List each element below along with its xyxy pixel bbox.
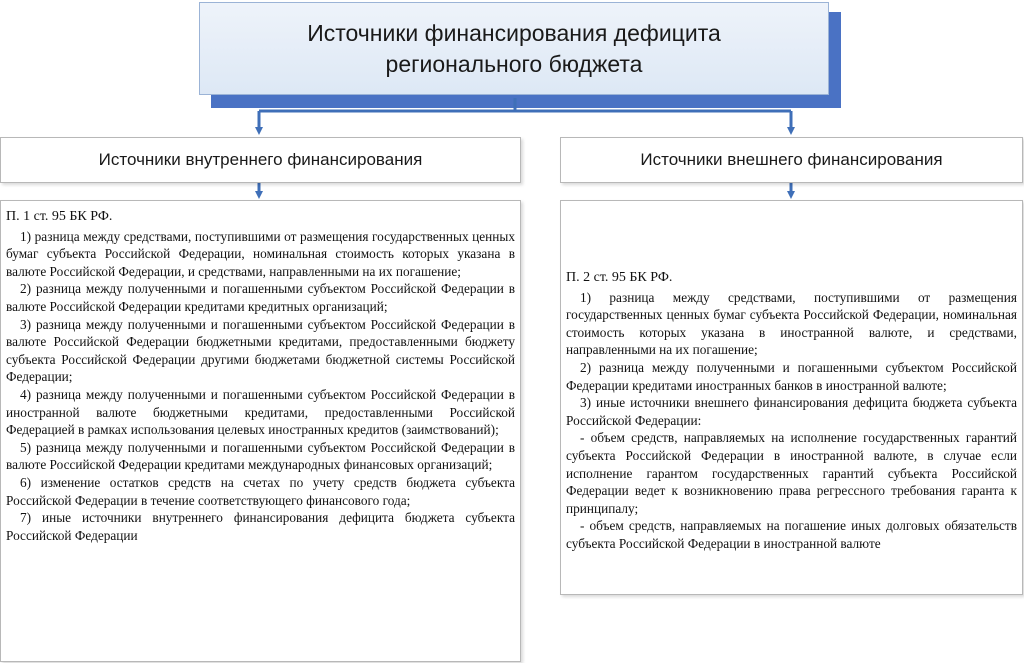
external-sources-header: Источники внешнего финансирования [560,137,1023,183]
title-line-1: Источники финансирования дефицита [307,19,721,46]
diagram-title [199,2,829,95]
internal-source-ref: П. 1 ст. 95 БК РФ. [6,209,113,224]
external-item-3: 3) иные источники внешнего финансирования дефицита бюджета субъекта Российской Федерации: [566,395,1017,428]
internal-item-5: 5) разница между полученными и погашенными субъектом Российской Федерации в валюте Российской Федерации кредитами международных финансовых организаций; [6,439,515,473]
external-sources-details [560,200,1023,595]
internal-sources-details [0,200,521,662]
external-subitem-2: - объем средств, направляемых на погашение иных долговых обязательств субъекта Российской Федерации в иностранной валюте [566,518,1017,551]
internal-sources-header: Источники внутреннего финансирования [0,137,521,183]
external-source-ref: П. 2 ст. 95 БК РФ. [566,270,673,285]
internal-item-3: 3) разница между полученными и погашенными субъектом Российской Федерации в валюте Российской Федерации бюджетными кредитами, предоставленными бюджету субъекта Российской Федерации другими бюджетами бюджетной системы Российской Федерации; [6,316,515,385]
internal-item-7: 7) иные источники внутреннего финансирования дефицита бюджета субъекта Российской Федерации [6,510,515,543]
external-subitem-1: - объем средств, направляемых на исполнение государственных гарантий субъекта Российской Федерации в иностранной валюте, в случае если исполнение гарантом государственных гарантий субъекта Российской Федерации ведет к возникновению права регрессного требования гаранта к принципалу; [566,430,1017,516]
internal-item-1: 1) разница между средствами, поступившими от размещения государственных ценных бумаг субъекта Российской Федерации, номинальная стоимость которых указана в валюте Российской Федерации, и средствами, направленными на их погашение; [6,228,515,279]
internal-item-4: 4) разница между полученными и погашенными субъектом Российской Федерации в иностранной валюте бюджетными кредитами, предоставленными Российской Федерацией в рамках использования целевых иностранных кредитов (заимствований); [6,386,515,438]
internal-item-2: 2) разница между полученными и погашенными субъектом Российской Федерации в валюте Российской Федерации кредитами кредитных организаций; [6,281,515,314]
title-line-2: регионального бюджета [385,50,643,77]
external-item-2: 2) разница между полученными и погашенными субъектом Российской Федерации кредитами иностранных банков в иностранной валюте; [566,359,1017,393]
external-item-1: 1) разница между средствами, поступившими от размещения государственных ценных бумаг субъекта Российской Федерации, номинальная стоимость которых указана в иностранной валюте, и средствами, направленными на их погашение; [566,289,1017,358]
internal-item-6: 6) изменение остатков средств на счетах по учету средств бюджета субъекта Российской Федерации в течение соответствующего финансового года; [6,474,515,508]
